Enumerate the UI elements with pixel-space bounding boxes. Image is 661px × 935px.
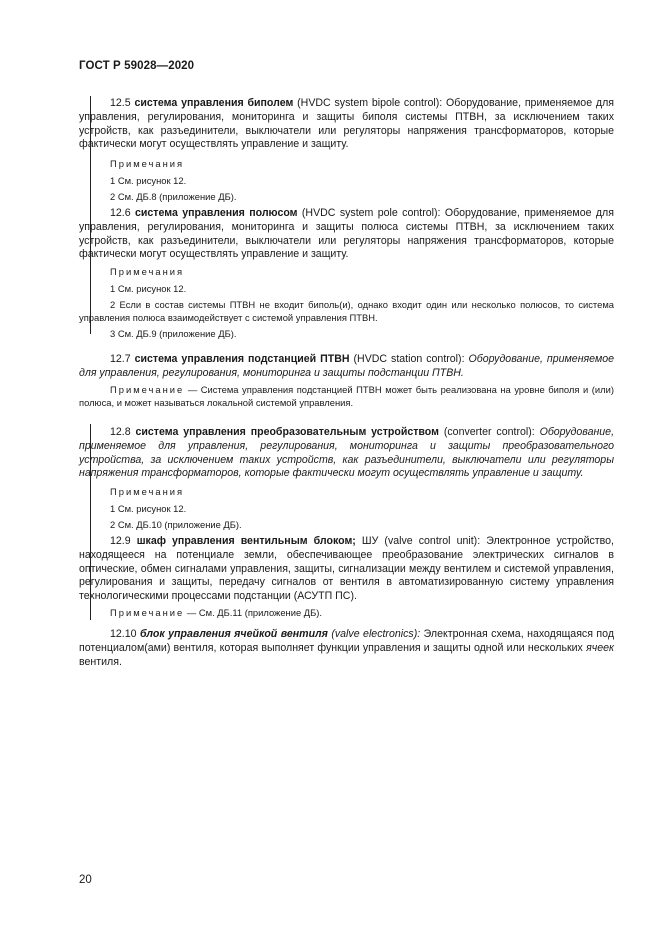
notes-12-8 — [79, 486, 614, 532]
document-header: ГОСТ Р 59028—2020 — [79, 60, 195, 72]
note-12-9: Примечание — См. ДБ.11 (приложение ДБ). — [110, 607, 323, 618]
term-12-8-text: 12.8 система управления преобразовательным устройством (converter control): Оборудование, применяемое для управления, регулирования, мониторинга и защиты преобразовательного устройства, за исключением таких устройств, как разъединители, выключатели или регуляторы напряжения трансформаторов, которые фактически могут осуществлять управление и защиту. — [79, 426, 615, 480]
notes-12-5 — [79, 158, 614, 204]
notes-heading: Примечания — [110, 486, 185, 497]
note-12-7: Примечание — Система управления подстанцией ПТВН может быть реализована на уровне биполя и (или) полюса, и может называться локальной системой управления. — [79, 384, 614, 408]
page-number: 20 — [79, 874, 92, 886]
note-item: 2 Если в состав системы ПТВН не входит биполь(и), однако входит один или несколько полюсов, то система управления полюса взаимодействует с системой управления ПТВН. — [79, 299, 614, 323]
note-label: Примечание — [110, 384, 185, 395]
term-12-9-text: 12.9 шкаф управления вентильным блоком; ШУ (valve control unit): Электронное устройство, находящееся на потенциале земли, обеспечивающее преобразование электрических сигналов в оптические, обмен сигналами управления, защиты, сигнализации между вентилем и системой управления, регулирования и защиты, передачу сигналов от вентиля в автоматизированную систему управления технологическими процессами подстанции (АСУТП ПС). — [79, 535, 614, 603]
note-item: 2 См. ДБ.10 (приложение ДБ). — [110, 519, 242, 531]
notes-12-6 — [79, 266, 614, 341]
note-item: 2 См. ДБ.8 (приложение ДБ). — [110, 191, 237, 203]
notes-heading: Примечания — [110, 266, 185, 277]
note-label: Примечание — [110, 607, 185, 618]
notes-heading: Примечания — [110, 158, 185, 169]
note-item: 1 См. рисунок 12. — [110, 282, 187, 294]
note-item: 3 См. ДБ.9 (приложение ДБ). — [110, 328, 237, 340]
term-12-5-text: 12.5 система управления биполем (HVDC system bipole control): Оборудование, применяемое для управления, регулирования, мониторинга и защиты биполя системы ПТВН, за исключением таких устройств, как разъединители, выключатели или регуляторы напряжения трансформаторов, которые фактически могут осуществлять управление и защиту. — [79, 97, 614, 151]
term-12-10-text: 12.10 блок управления ячейкой вентиля (valve electronics): Электронная схема, находящаяся под потенциалом(ами) вентиля, которая выполняет функции управления и защиты одной или нескольких ячеек вентиля. — [79, 628, 614, 668]
term-12-7-text: 12.7 система управления подстанцией ПТВН (HVDC station control): Оборудование, применяемое для управления, регулирования, мониторинга и защиты подстанции ПТВН. — [79, 353, 614, 379]
term-12-6-text: 12.6 система управления полюсом (HVDC system pole control): Оборудование, применяемое для управления, регулирования, мониторинга и защиты полюса системы ПТВН, за исключением таких устройств, как разъединители, выключатели или регуляторы напряжения трансформаторов, которые фактически могут осуществлять управление и защиту. — [79, 207, 614, 261]
note-item: 1 См. рисунок 12. — [110, 174, 187, 186]
note-item: 1 См. рисунок 12. — [110, 502, 187, 514]
